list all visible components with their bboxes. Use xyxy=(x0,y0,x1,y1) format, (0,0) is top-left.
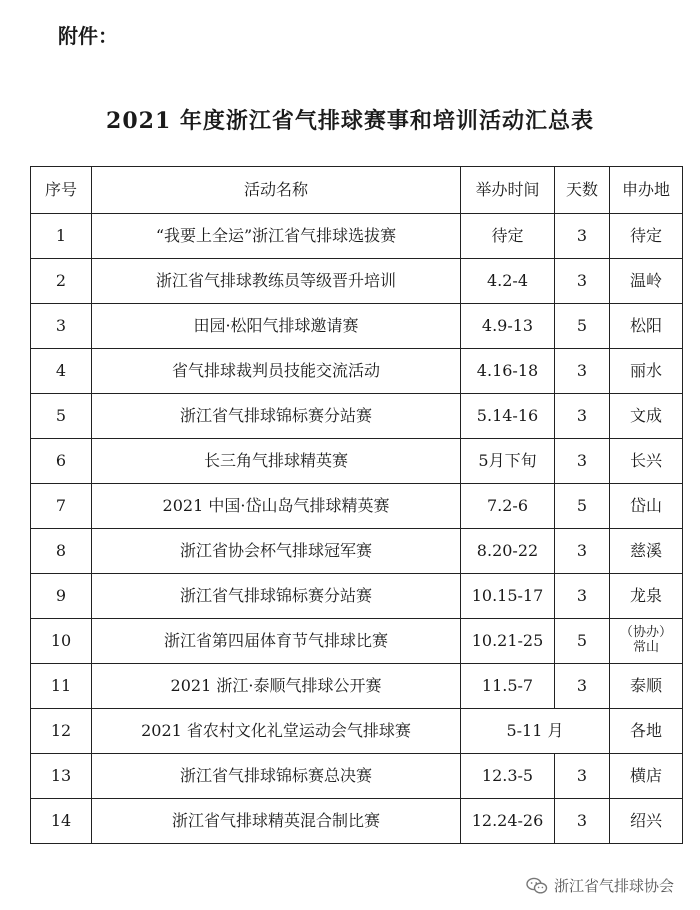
cell-name: 浙江省气排球精英混合制比赛 xyxy=(92,799,461,844)
cell-host: 文成 xyxy=(610,394,683,439)
cell-name: 浙江省第四届体育节气排球比赛 xyxy=(92,619,461,664)
cell-no: 2 xyxy=(31,259,92,304)
cell-name: 田园·松阳气排球邀请赛 xyxy=(92,304,461,349)
table-row xyxy=(31,709,683,754)
table-row xyxy=(31,754,683,799)
cell-days: 5 xyxy=(555,304,610,349)
cell-days: 3 xyxy=(555,754,610,799)
cell-date: 4.2-4 xyxy=(461,259,555,304)
cell-name: 省气排球裁判员技能交流活动 xyxy=(92,349,461,394)
cell-host: 各地 xyxy=(610,709,683,754)
cell-host: 绍兴 xyxy=(610,799,683,844)
wechat-watermark xyxy=(522,873,678,898)
cell-name: 长三角气排球精英赛 xyxy=(92,439,461,484)
cell-host: 慈溪 xyxy=(610,529,683,574)
table-row xyxy=(31,484,683,529)
cell-days: 5 xyxy=(555,619,610,664)
table-row xyxy=(31,619,683,664)
activity-summary-table xyxy=(30,166,683,844)
cell-no: 3 xyxy=(31,304,92,349)
cell-name: “我要上全运”浙江省气排球选拔赛 xyxy=(92,214,461,259)
cell-host: 松阳 xyxy=(610,304,683,349)
cell-date: 4.9-13 xyxy=(461,304,555,349)
cell-days: 5 xyxy=(555,484,610,529)
header-name: 活动名称 xyxy=(92,167,461,214)
table-header-row xyxy=(31,167,683,214)
page-title: 2021 年度浙江省气排球赛事和培训活动汇总表 xyxy=(106,108,594,134)
watermark-text: 浙江省气排球协会 xyxy=(553,877,674,895)
cell-date: 4.16-18 xyxy=(461,349,555,394)
header-days: 天数 xyxy=(555,167,610,214)
cell-days: 3 xyxy=(555,259,610,304)
cell-name: 2021 浙江·泰顺气排球公开赛 xyxy=(92,664,461,709)
cell-days: 3 xyxy=(555,349,610,394)
cell-days: 3 xyxy=(555,214,610,259)
cell-date: 5.14-16 xyxy=(461,394,555,439)
cell-no: 1 xyxy=(31,214,92,259)
cell-host: 岱山 xyxy=(610,484,683,529)
cell-days: 3 xyxy=(555,394,610,439)
cell-date: 10.15-17 xyxy=(461,574,555,619)
cell-no: 4 xyxy=(31,349,92,394)
cell-host: 龙泉 xyxy=(610,574,683,619)
attachment-label: 附件： xyxy=(58,24,118,48)
cell-days: 3 xyxy=(555,574,610,619)
cell-host: 长兴 xyxy=(610,439,683,484)
header-date: 举办时间 xyxy=(461,167,555,214)
cell-date-span: 5-11 月 xyxy=(461,709,610,754)
table-row xyxy=(31,574,683,619)
cell-host xyxy=(610,619,683,664)
cell-date: 8.20-22 xyxy=(461,529,555,574)
cell-no: 6 xyxy=(31,439,92,484)
cell-no: 10 xyxy=(31,619,92,664)
cell-name: 浙江省气排球锦标赛总决赛 xyxy=(92,754,461,799)
table-row xyxy=(31,799,683,844)
cell-host: 温岭 xyxy=(610,259,683,304)
cell-date: 待定 xyxy=(461,214,555,259)
cell-date: 11.5-7 xyxy=(461,664,555,709)
cell-date: 7.2-6 xyxy=(461,484,555,529)
cell-no: 8 xyxy=(31,529,92,574)
cell-no: 5 xyxy=(31,394,92,439)
host-co-organizer-note: （协办） xyxy=(619,625,672,641)
cell-date: 12.3-5 xyxy=(461,754,555,799)
cell-days: 3 xyxy=(555,529,610,574)
host-name: 常山 xyxy=(632,640,659,655)
table-row xyxy=(31,529,683,574)
cell-date: 12.24-26 xyxy=(461,799,555,844)
cell-days: 3 xyxy=(555,799,610,844)
cell-name: 浙江省气排球锦标赛分站赛 xyxy=(92,574,461,619)
table-row xyxy=(31,349,683,394)
cell-no: 13 xyxy=(31,754,92,799)
cell-host: 待定 xyxy=(610,214,683,259)
cell-no: 7 xyxy=(31,484,92,529)
table-row xyxy=(31,259,683,304)
cell-date: 5月下旬 xyxy=(461,439,555,484)
cell-no: 9 xyxy=(31,574,92,619)
cell-name: 浙江省协会杯气排球冠军赛 xyxy=(92,529,461,574)
table-row xyxy=(31,664,683,709)
table-row xyxy=(31,394,683,439)
header-no: 序号 xyxy=(31,167,92,214)
header-host: 申办地 xyxy=(610,167,683,214)
cell-days: 3 xyxy=(555,439,610,484)
cell-days: 3 xyxy=(555,664,610,709)
table-row xyxy=(31,439,683,484)
cell-host: 泰顺 xyxy=(610,664,683,709)
cell-name: 浙江省气排球教练员等级晋升培训 xyxy=(92,259,461,304)
cell-no: 11 xyxy=(31,664,92,709)
table-row xyxy=(31,214,683,259)
cell-no: 14 xyxy=(31,799,92,844)
cell-name: 2021 中国·岱山岛气排球精英赛 xyxy=(92,484,461,529)
cell-host: 丽水 xyxy=(610,349,683,394)
cell-name: 2021 省农村文化礼堂运动会气排球赛 xyxy=(92,709,461,754)
cell-date: 10.21-25 xyxy=(461,619,555,664)
cell-host: 横店 xyxy=(610,754,683,799)
cell-no: 12 xyxy=(31,709,92,754)
cell-name: 浙江省气排球锦标赛分站赛 xyxy=(92,394,461,439)
wechat-icon xyxy=(526,877,548,895)
table-row xyxy=(31,304,683,349)
